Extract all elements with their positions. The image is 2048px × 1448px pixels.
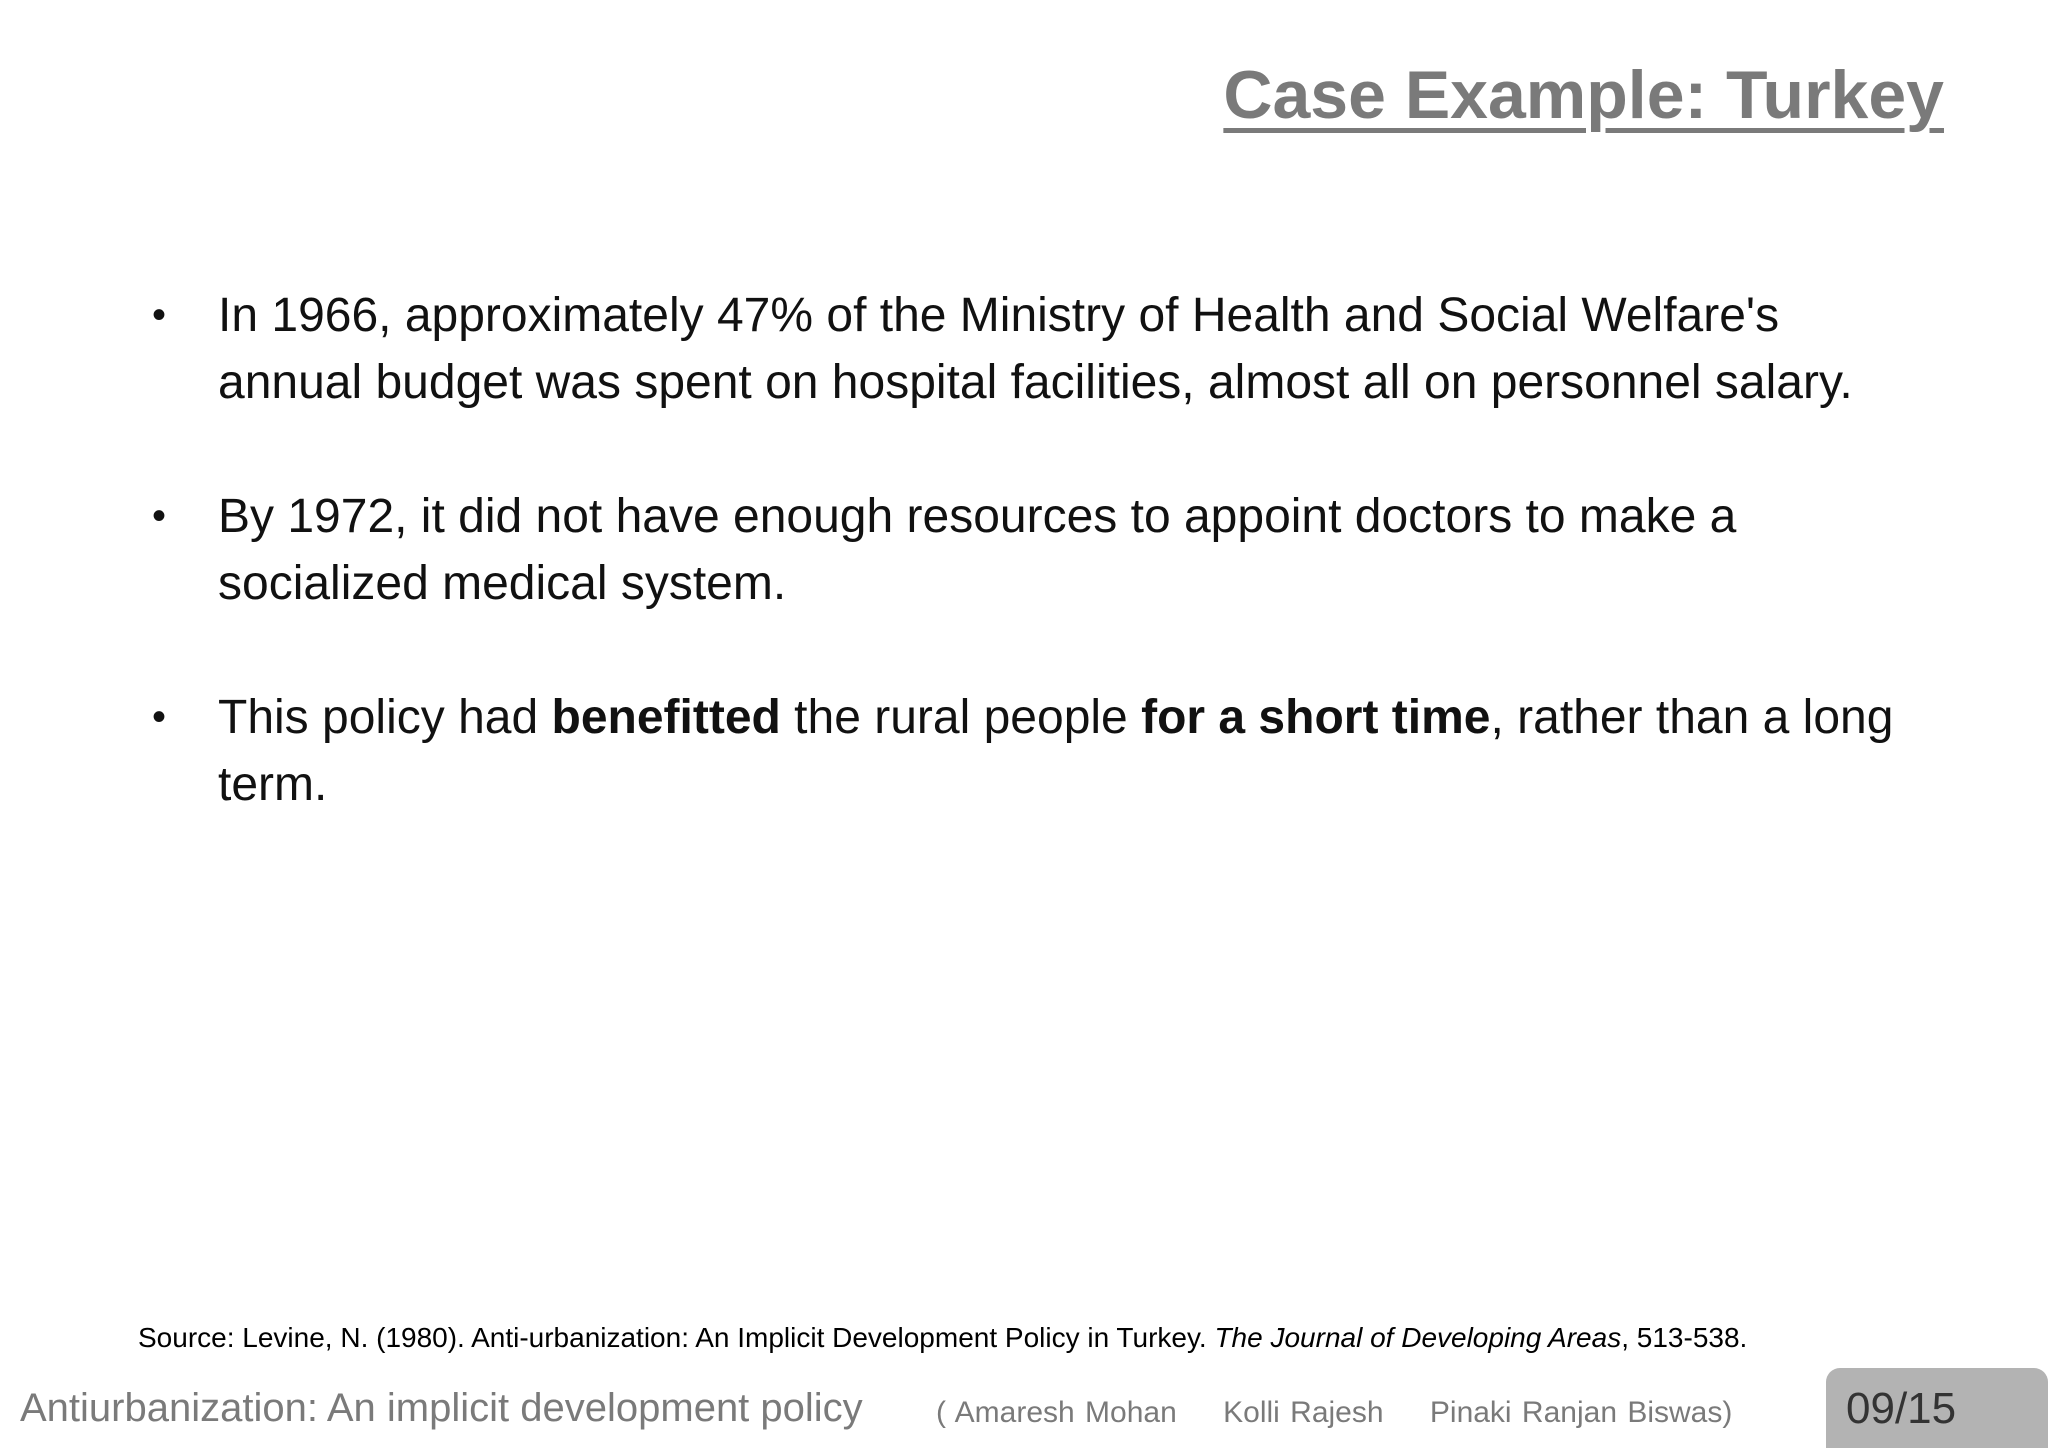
source-citation	[138, 1322, 1747, 1354]
footer-author: ( Amaresh Mohan	[936, 1396, 1177, 1429]
bullet-marker: •	[152, 494, 167, 538]
slide-title: Case Example: Turkey	[1223, 57, 1944, 133]
bullet-item	[152, 684, 1932, 818]
bullet-text: the rural people	[780, 691, 1142, 744]
bullet-list	[152, 282, 1932, 885]
bullet-marker: •	[152, 293, 167, 337]
footer-authors	[936, 1396, 1768, 1430]
source-prefix: Source: Levine, N. (1980). Anti-urbanization: An Implicit Development Policy in Turkey.	[138, 1322, 1215, 1353]
bullet-item	[152, 282, 1932, 416]
page-number: 09/15	[1846, 1384, 1957, 1433]
source-journal: The Journal of Developing Areas	[1214, 1322, 1622, 1353]
source-suffix: , 513-538.	[1621, 1322, 1748, 1353]
bullet-text: In 1966, approximately 47% of the Ministry of Health and Social Welfare's annual budget was spent on hospital facilities, almost all on personnel salary.	[218, 289, 1853, 409]
footer-author: Pinaki Ranjan Biswas)	[1429, 1396, 1733, 1429]
bullet-text: By 1972, it did not have enough resources to appoint doctors to make a socialized medical system.	[218, 490, 1737, 610]
bullet-item	[152, 483, 1932, 617]
bullet-text: This policy had	[218, 691, 552, 744]
footer-presentation-title: Antiurbanization: An implicit development policy	[20, 1386, 863, 1430]
bullet-emphasis: for a short time	[1141, 691, 1491, 744]
footer-author: Kolli Rajesh	[1223, 1396, 1384, 1429]
bullet-marker: •	[152, 695, 167, 739]
bullet-text: , rather than a long term.	[218, 691, 1894, 811]
bullet-emphasis: benefitted	[551, 691, 781, 744]
